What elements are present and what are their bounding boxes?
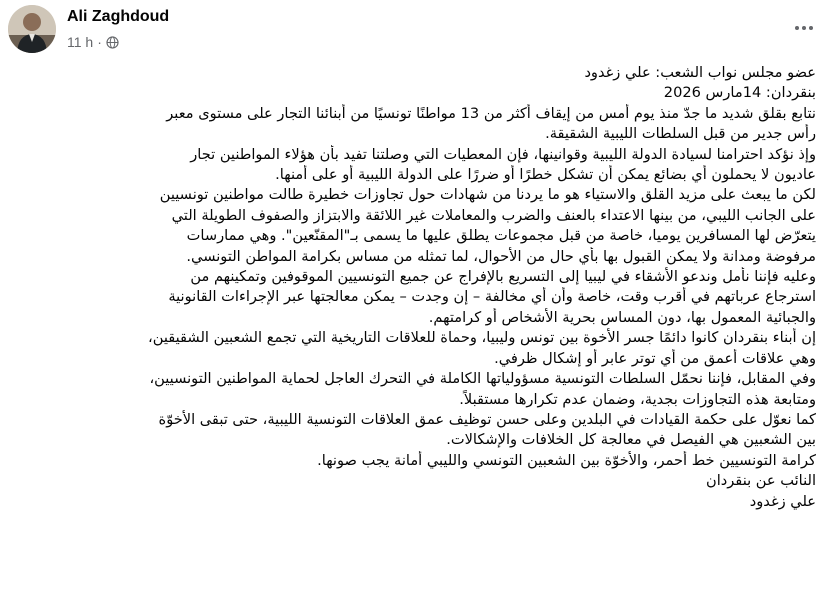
post-line: علي زغدود [749,492,816,510]
post-meta [67,34,119,50]
author-name[interactable]: Ali Zaghdoud [67,8,170,25]
profile-photo [8,5,56,53]
post-line: إن أبناء بنقردان كانوا دائمًا جسر الأخوة بين تونس وليبيا، وحماة للعلاقات التاريخية التي تجمع الشعبين الشقيقين، [148,329,816,347]
post-line: والجبائية المعمول بها، دون المساس بحرية الأشخاص أو كرامتهم. [428,308,816,326]
post-line: كما نعوّل على حكمة القيادات في البلدين وعلى حسن توظيف عمق العلاقات التونسية الليبية، حتى تبقى الأخوّة [158,410,816,428]
post-line: لكن ما يبعث على مزيد القلق والاستياء هو ما يردنا من شهادات حول تجاوزات خطيرة طالت مواطنين تونسيين [159,186,816,204]
post-line: وإذ نؤكد احترامنا لسيادة الدولة الليبية وقوانينها، فإن المعطيات التي وصلتنا تفيد بأن هؤلاء المواطنين تجار [190,145,816,163]
post-line: يتعرّض لها المسافرين يوميا، خاصة من قبل مجموعات يطلق عليها ما يسمى بـ"المقنّعين". وهي ممارسات [186,227,816,245]
meta-separator: · [97,34,102,50]
post-line: النائب عن بنقردان [705,472,816,490]
post-line: وفي المقابل، فإننا نحمّل السلطات التونسية مسؤولياتها الكاملة في التحرك العاجل لحماية المواطنين التونسيين، [149,370,816,388]
post-line: وهي علاقات أعمق من أي توتر عابر أو إشكال ظرفي. [494,349,816,367]
post-line: كرامة التونسيين خط أحمر، والأخوّة بين الشعبين التونسي والليبي أمانة يجب صونها. [317,451,816,469]
post-line: مرفوضة ومدانة ولا يمكن القبول بها بأي حال من الأحوال، لما تمثله من مساس بكرامة المواطن التونسي. [186,247,816,265]
post-header [0,0,831,60]
post-line: نتابع بقلق شديد ما جدّ منذ يوم أمس من إيقاف أكثر من 13 مواطنًا تونسيًا من أبنائنا التجار على مستوى معبر [166,104,816,122]
post-line: بنقردان: 14مارس 2026 [663,84,816,102]
post-line: رأس جدير من قبل السلطات الليبية الشقيقة. [545,125,816,143]
post-line: على الجانب الليبي، من بينها الاعتداء بالعنف والضرب والمعاملات غير اللائقة والابتزاز والصفوف الطويلة التي [171,206,816,224]
post-line: وعليه فإننا نأمل وندعو الأشقاء في ليبيا إلى التسريع بالإفراج عن جميع التونسيين الموقوفين وتمكينهم من [190,268,816,286]
more-options-icon[interactable] [789,16,819,40]
avatar[interactable] [8,5,56,53]
post-line: استرجاع عرباتهم في أقرب وقت، خاصة وأن أي مخالفة – إن وجدت – يمكن معالجتها عبر الإجراءات القانونية [168,288,816,306]
post-body [0,63,831,512]
globe-icon [106,36,119,49]
post-line: بين الشعبين هي الفيصل في معالجة كل الخلافات والإشكالات. [446,431,816,449]
post-time[interactable]: 11 h [67,34,94,50]
post-line: عضو مجلس نواب الشعب: علي زغدود [584,64,816,81]
post-line: عاديون لا يحملون أي بضائع يمكن أن تشكل خطرًا أو ضررًا على الدولة الليبية أو على أمنها. [275,166,816,184]
post-line: ومتابعة هذه التجاوزات بجدية، وضمان عدم تكرارها مستقبلاً. [459,390,816,408]
